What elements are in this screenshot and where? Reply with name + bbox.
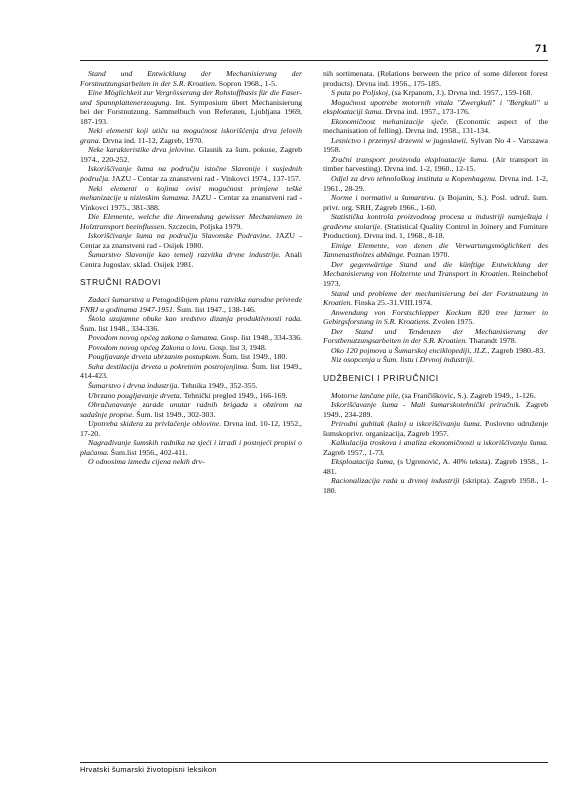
- bibliography-entry: [323, 88, 548, 98]
- right-column: [323, 69, 548, 496]
- entry-title: Iskorišćivanje šuma na području istočne Slavonije i susjednih područja.: [80, 164, 302, 184]
- bibliography-entry: [323, 241, 548, 260]
- bibliography-entry: [323, 117, 548, 136]
- entry-details: Reinchehof 1973.: [323, 269, 548, 289]
- bibliography-entry: [80, 391, 302, 401]
- entry-details: Poznan 1970.: [405, 250, 450, 260]
- entry-title: Die Elemente, welche die Anwendung gewisser Mechanismen in Holztransport beeinflussen.: [80, 212, 302, 231]
- bibliography-entry: [80, 126, 302, 145]
- entry-details: (Economic aspect of the mechanisation of felling). Drvna ind. 1958., 131-134.: [323, 116, 548, 136]
- entry-details: Szczecin, Poljska 1979.: [166, 221, 243, 231]
- bibliography-entry: [323, 457, 548, 476]
- entry-title: Prirodni gubitak (kalo) u iskorišćivanju šuma.: [331, 419, 482, 429]
- bibliography-list-professional-continued: [323, 69, 548, 365]
- entry-title: Obračunavanje zarade unutar radnih brigada s obzirom na sadašnje propise.: [80, 400, 302, 419]
- bibliography-entry: [80, 457, 302, 467]
- entry-details: Int. Symposium übert Mechanisierung bei der Forstnutzung. Sammelbuch von Referaten, Ljubljana 1969, 187-193.: [80, 97, 302, 126]
- entry-title: Šumarstvo Slavonije kao temelj razvitka drvne industrije.: [88, 250, 281, 260]
- entry-title: Šumarstvo i drvna industrija.: [88, 380, 180, 390]
- entry-details: Zagreb 1949., 234-289.: [323, 400, 548, 419]
- entry-details: Zvolen 1975.: [430, 317, 475, 327]
- entry-title: Norme i normativi u šumarstvu.: [331, 193, 436, 203]
- bibliography-entry: [80, 381, 302, 391]
- entry-details: Drvna ind. 1957., 173-176.: [383, 107, 470, 117]
- entry-details: (Statistical Quality Control in Joinery and Furniture Production). Drvna ind. 1, 1968., 8-18.: [323, 221, 548, 241]
- entry-title: Suha destilacija drveta u pokretnim postrojenjima.: [88, 361, 250, 371]
- left-column: [80, 69, 302, 467]
- entry-details: JAZU - Centar za znanstveni rad - Osijek 1980.: [80, 231, 303, 250]
- header-rule: [80, 60, 548, 61]
- bibliography-list-scientific: [80, 69, 302, 269]
- entry-title: Mogućnost upotrebe motornih vitala "Zwergkuli" i "Bergkuli" u eksploataciji šuma.: [323, 97, 548, 117]
- entry-details: Drvna ind. 10-12, 1952., 17-20.: [80, 419, 302, 438]
- entry-title: Oko 120 pojmova u Šumarskoj enciklopediji, JLZ.,: [331, 345, 490, 355]
- entry-details: Tharandt 1978.: [467, 336, 517, 346]
- bibliography-entry: [323, 355, 548, 365]
- bibliography-entry: [323, 476, 548, 495]
- entry-details: Sylvan No 4 - Varszawa 1958.: [323, 135, 548, 155]
- bibliography-entry: [323, 327, 548, 346]
- bibliography-entry: [80, 333, 302, 343]
- entry-details: Zagreb 1980.-83.: [489, 345, 546, 355]
- entry-details: Drvna ind. 1-2, 1961., 28-29.: [323, 174, 549, 193]
- entry-title: Odjel za drvo tehnološkog instituta u Kopenhagenu.: [331, 174, 497, 184]
- entry-title: O odnosima između cijena nekih drv-: [88, 457, 205, 467]
- entry-title: Statistička kontrola proizvodnog procesa u industriji namještaja i građevne stolarije.: [323, 212, 548, 231]
- bibliography-entry: [323, 136, 548, 155]
- entry-title: Pougljavanje drveta ubrzanim postupkom.: [88, 352, 221, 362]
- entry-title: Ubrzano pougljavanje drveta.: [88, 390, 182, 400]
- bibliography-entry: [80, 314, 302, 333]
- entry-title: Ekonomičnost mehanizacije sječe.: [331, 116, 449, 126]
- bibliography-list-textbooks: [323, 391, 548, 496]
- entry-title: Iskorišćavanje šuma - Mali šumarskotehnički priručnik.: [331, 400, 521, 410]
- entry-details: Šum. list 1949., 180.: [220, 352, 288, 362]
- bibliography-entry: [323, 193, 548, 212]
- bibliography-entry: [80, 362, 302, 381]
- bibliography-entry: [80, 88, 302, 126]
- entry-title: Racionalizacija rada u drvnoj industriji: [331, 476, 460, 486]
- section-heading-strucni-radovi: STRUČNI RADOVI: [80, 277, 162, 288]
- entry-title: S puta po Poljskoj,: [331, 88, 390, 98]
- entry-title: Zadaci šumarstva u Petogodišnjem planu razvitka narodne privrede FNRJ u godinama 1947-1951.: [80, 295, 302, 314]
- entry-details: Gosp. list 1948., 334-336.: [218, 333, 302, 343]
- entry-details: Šum. list 1949., 414-423.: [80, 361, 302, 381]
- entry-title: Škola uzajamne obuke kao sredstvo dizanja produktivnosti rada.: [88, 314, 302, 324]
- entry-title: Motorne lančane pile,: [331, 390, 401, 400]
- entry-details: nih sortimenata. (Relations berween the price of some diferent forest products). Drvna ind. 1956., 175-185.: [323, 69, 548, 88]
- bibliography-entry: [80, 295, 302, 314]
- entry-title: Anwendung von Forstschlepper Kockum 820 tree farmer in Gebirgsforstung in S.R. Kroatiens.: [323, 307, 548, 327]
- bibliography-entry: [80, 438, 302, 457]
- bibliography-entry: [80, 184, 302, 213]
- entry-title: Neke karakteristike drva jelovine.: [88, 145, 196, 155]
- bibliography-entry: [323, 155, 548, 174]
- entry-title: Eksploatacija šuma,: [331, 457, 395, 467]
- bibliography-list-professional: [80, 295, 302, 467]
- page-number: 71: [535, 41, 548, 55]
- entry-title: Der Stand und Tendenzen der Mechanisierung der Forstbenutzungsarbeiten in der S.R. Kroatien.: [323, 326, 548, 346]
- entry-title: Kalkulacija troskova i analiza ekonomičnosti u iskorišćivanju šuma.: [331, 438, 548, 448]
- bibliography-entry: [80, 352, 302, 362]
- entry-details: JAZU - Centar za znanstveni rad - Vinkovci 1974., 137-157.: [110, 174, 301, 184]
- entry-details: Drvna ind. 11-12, Zagreb, 1970.: [100, 135, 204, 145]
- bibliography-entry: [323, 419, 548, 438]
- bibliography-entry: [323, 438, 548, 457]
- entry-title: Nagrađivanje šumskih radnika na sjeći i izradi i postojeći propisi o plaćama.: [80, 438, 302, 457]
- entry-title: Upotreba skidera za privlačenje oblovine.: [88, 419, 222, 429]
- entry-title: Stand und probleme der mechanisierung bei der Forstnutzung in Kroatien.: [323, 288, 548, 308]
- entry-title: Povodom novog općeg Zakona o lovu.: [88, 342, 208, 352]
- bibliography-entry: [80, 145, 302, 164]
- bibliography-entry: [323, 391, 548, 401]
- bibliography-entry: [323, 98, 548, 117]
- entry-details: (sa Krpanom, J.). Drvna ind. 1957., 159-168.: [389, 88, 533, 98]
- entry-details: Finska 25.-31.VIII.1974.: [352, 298, 433, 308]
- bibliography-entry: [323, 346, 548, 356]
- entry-details: (skripta). Zagreb 1958., 1-180.: [323, 476, 548, 495]
- entry-details: Šum. list 1948., 334-336.: [80, 323, 160, 333]
- bibliography-entry: [80, 400, 302, 419]
- entry-details: (Air transport in timber harvesting). Drvna ind. 1-2, 1960., 12-15.: [323, 154, 548, 174]
- bibliography-entry: [80, 231, 302, 250]
- footer-title: Hrvatski šumarski životopisni leksikon: [80, 765, 217, 774]
- bibliography-entry: [80, 164, 302, 183]
- entry-title: Der gegenwärtige Stand und die künftige Entwicklung der Mechanisierung von Holzernte und Transport in Kroatien.: [323, 259, 548, 279]
- entry-details: (s Bojanin, S.). Posl. udruž. šum. privr. org. SRH, Zagreb 1966., 1-60.: [323, 193, 548, 212]
- entry-title: Eine Möglichkeit zur Vergrösserung der Rohstoffbasis für die Faser-und Spannplattenerzeugung.: [80, 88, 302, 107]
- entry-details: (s Ugrenović, A. 40% teksta). Zagreb 1958., 1-481.: [323, 457, 548, 476]
- bibliography-entry: [323, 174, 548, 193]
- entry-details: Anali Centra Jugoslav. sklad. Osijek 1981.: [80, 250, 302, 269]
- bibliography-entry: [323, 308, 548, 327]
- bibliography-entry: [80, 212, 302, 231]
- bibliography-entry: [80, 69, 302, 88]
- entry-details: (sa Frančiškovic, S.). Zagreb 1949., 1-126.: [400, 390, 536, 400]
- section-heading-udzbenici: UDŽBENICI I PRIRUČNICI: [323, 372, 439, 383]
- entry-details: Glasnik za šum. pokuse, Zagreb 1974., 220-252.: [80, 145, 302, 164]
- entry-title: Iskorišćivanje šuma na području Slavonske Podravine.: [88, 231, 272, 241]
- entry-title: Stand und Entwicklung der Mechanisierung der Forstnutzungsarbeiten in der S.R. Kroatien.: [80, 69, 302, 88]
- entry-details: Šum.list 1956., 402-411.: [108, 447, 188, 457]
- bibliography-entry: [323, 212, 548, 241]
- bibliography-entry: [323, 289, 548, 308]
- bibliography-entry: [80, 419, 302, 438]
- entry-details: Poslovno udruženje šumskoprivr. organizacija, Zagreb 1957.: [323, 419, 549, 438]
- entry-title: Povodom novog općeg zakona o šumama.: [88, 333, 219, 343]
- entry-details: Šum. list 1949., 302-303.: [134, 409, 216, 419]
- entry-details: JAZU - Centar za znanstveni rad - Vinkovci 1975., 381-388.: [80, 193, 303, 212]
- entry-details: Gosp. list 3, 1948.: [207, 342, 267, 352]
- entry-details: Sopron 1968., 1-5.: [216, 78, 278, 88]
- bibliography-entry: [323, 69, 548, 88]
- footer-rule: [80, 762, 548, 763]
- bibliography-entry: [323, 260, 548, 289]
- bibliography-entry: [323, 400, 548, 419]
- entry-title: Neki elementi koji utiču na mogućnost iskorišćenja drva jelovih grana.: [80, 126, 302, 145]
- entry-title: Niz osopcenja u Šum. listu i Drvnoj industriji.: [331, 355, 475, 365]
- bibliography-entry: [80, 343, 302, 353]
- entry-title: Neki elementi o kojima ovisi mogućnost primjene teške mehanizacije u nizinskim šumama.: [80, 183, 302, 203]
- entry-details: Šum. list 1947., 138-146.: [174, 304, 256, 314]
- entry-details: Zagreb 1957., 1-73.: [323, 447, 385, 457]
- entry-details: Tehnika 1949., 352-355.: [179, 380, 258, 390]
- entry-title: Lesnictvo i przemysl drzewni w jugoslawii.: [331, 135, 468, 145]
- bibliography-entry: [80, 250, 302, 269]
- entry-details: Tehnički pregled 1949., 166-169.: [181, 390, 288, 400]
- entry-title: Zračni transport proizvoda eksploatacije šuma.: [331, 154, 489, 164]
- entry-title: Einige Elemente, von denen die Verwartungsmöglichkeit des Tannenastholzes abhänge.: [323, 240, 548, 260]
